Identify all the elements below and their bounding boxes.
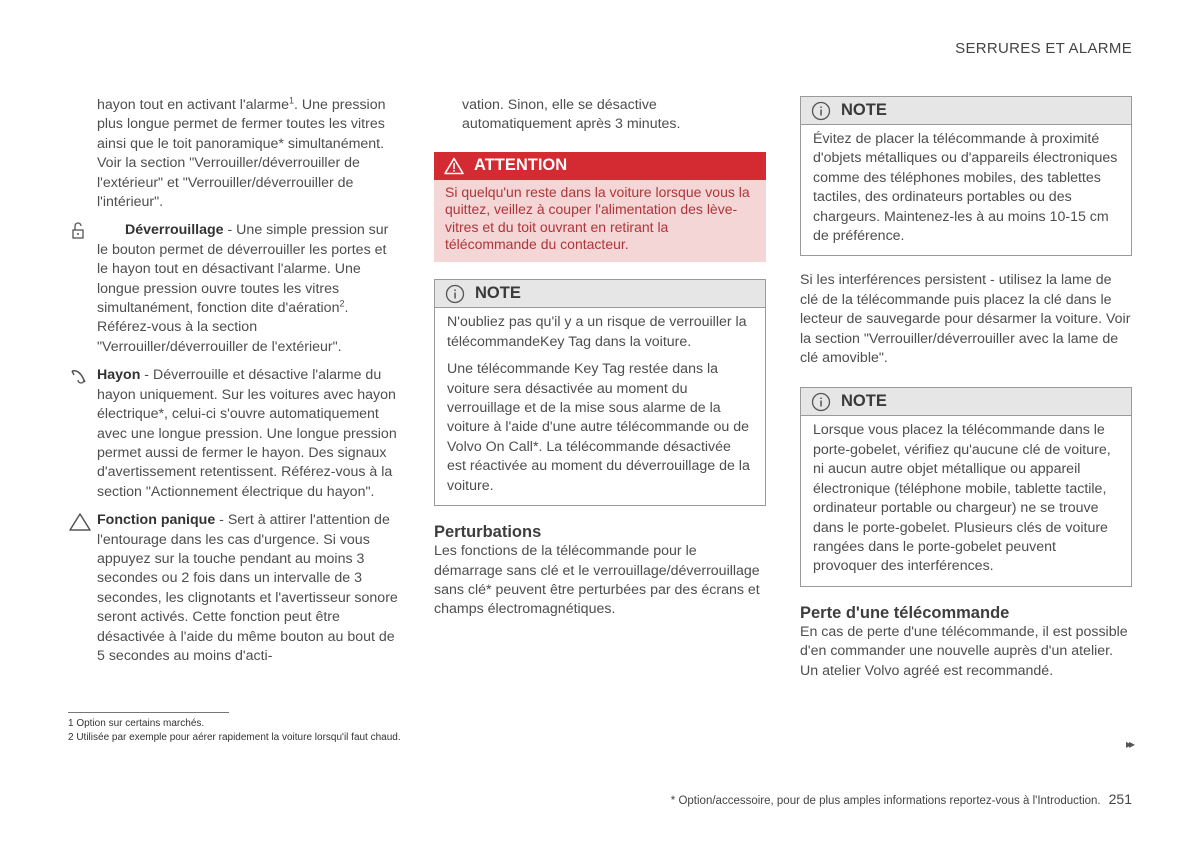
column-middle bbox=[434, 96, 766, 620]
page-footer bbox=[671, 791, 1132, 807]
page-number: 251 bbox=[1108, 791, 1132, 807]
lost-remote-paragraph: En cas de perte d'une télécommande, il est possible d'en commander une nouvelle auprès d'un atelier. Un atelier Volvo agréé est recommandé. bbox=[800, 623, 1128, 679]
note-header bbox=[801, 388, 1131, 416]
note-header bbox=[435, 280, 765, 308]
attention-text: Si quelqu'un reste dans la voiture lorsque vous la quittez, veillez à couper l'alimentation des lève-vitres et du toit ouvrant en retirant la télécommande du contacteur. bbox=[445, 183, 750, 253]
note-title: NOTE bbox=[841, 100, 887, 119]
footnote-1: 1 Option sur certains marchés. bbox=[68, 718, 205, 729]
note-title: NOTE bbox=[475, 284, 521, 303]
note-title: NOTE bbox=[841, 392, 887, 411]
perturbations-heading: Perturbations bbox=[434, 523, 542, 542]
tailgate-item: Hayon - Déverrouille et désactive l'alarme du hayon uniquement. Sur les voitures avec hayon électrique*, celui-ci s'ouvre automatiquement avec une longue pression. Une longue pression permet aussi de fermer le hayon. Des signaux d'avertissement retentissent. Référez-vous à la section "Actionnement électrique du hayon". bbox=[97, 366, 399, 502]
note-text: N'oubliez pas qu'il y a un risque de verrouiller la télécommandeKey Tag dans la voiture. Une télécommande Key Tag restée dans la voiture sera désactivée au moment du verrouillage et de la mise sous alarme de la voiture à l'aide d'une autre télécommande ou de Volvo On Call*. La télécommande désactivée est réactivée au moment du déverrouillage de la voiture. bbox=[447, 314, 750, 494]
attention-header bbox=[434, 152, 766, 180]
next-page-arrows-icon: ▸▸ bbox=[1125, 737, 1132, 751]
footnote-divider bbox=[68, 712, 229, 713]
lost-remote-heading: Perte d'une télécommande bbox=[800, 603, 1010, 622]
warning-triangle-icon bbox=[69, 512, 91, 532]
note-box-keytag bbox=[434, 279, 766, 506]
attention-box bbox=[434, 152, 766, 263]
footnote-ref-1: 1 bbox=[289, 95, 295, 106]
column-right bbox=[800, 96, 1132, 681]
column-left bbox=[97, 96, 399, 666]
attention-title: ATTENTION bbox=[474, 156, 568, 175]
note-text: Lorsque vous placez la télécommande dans le porte-gobelet, vérifiez qu'aucune clé de voiture, ni aucun autre objet métallique ou appareil électronique (téléphone mobile, tablette tactile, ordinateur portable ou chargeur) ne se trouve dans le porte-gobelet. Plusieurs clés de voiture rangées dans le porte-gobelet peuvent provoquer des interférences. bbox=[813, 422, 1111, 575]
section-title: SERRURES ET ALARME bbox=[955, 40, 1132, 57]
warning-icon bbox=[444, 157, 464, 175]
note-box-cupholder bbox=[800, 387, 1132, 586]
unlock-icon bbox=[69, 221, 89, 241]
note-box-proximity bbox=[800, 96, 1132, 256]
footnote-ref-2: 2 bbox=[339, 298, 345, 309]
info-icon bbox=[445, 284, 465, 304]
interference-paragraph: Si les interférences persistent - utilisez la lame de clé de la télécommande puis placez la clé dans le lecteur de sauvegarde pour désarmer la voiture. Voir la section "Verrouiller/déverrouiller avec la lame de clé amovible". bbox=[800, 272, 1131, 367]
continuation-paragraph: vation. Sinon, elle se désactive automatiquement après 3 minutes. bbox=[462, 97, 681, 133]
info-icon bbox=[811, 101, 831, 121]
footnote-2: 2 Utilisée par exemple pour aérer rapidement la voiture lorsqu'il faut chaud. bbox=[68, 731, 401, 743]
panic-item: Fonction panique - Sert à attirer l'attention de l'entourage dans les cas d'urgence. Si vous appuyez sur la touche pendant au moins 3 secondes ou 2 fois dans un intervalle de 3 secondes, les clignotants et l'avertisseur sonore seront activés. Cette fonction peut être désactivée à l'aide du même bouton au bout de 5 secondes au moins d'acti- bbox=[97, 511, 399, 666]
intro-paragraph: hayon tout en activant l'alarme$^1$. Une pression plus longue permet de fermer toutes les vitres ainsi que le toit panoramique* simultanément. Voir la section "Verrouiller/déverrouiller de l'extérieur" et "Verrouiller/déverrouiller de l'intérieur". bbox=[97, 95, 386, 211]
option-note: * Option/accessoire, pour de plus amples informations reportez-vous à l'Introduction. bbox=[670, 795, 1101, 807]
unlock-item: Déverrouillage - Une simple pression sur le bouton permet de déverrouiller les portes et le hayon tout en désactivant l'alarme. Une longue pression ouvre toutes les vitres simultanément, fonction dite d'aération$^2$. Référez-vous à la section "Verrouiller/déverrouiller de l'extérieur". bbox=[97, 221, 399, 357]
perturbations-paragraph: Les fonctions de la télécommande pour le démarrage sans clé et le verrouillage/déverrouillage sans clé* peuvent être perturbées par des écrans et champs électromagnétiques. bbox=[434, 543, 760, 618]
footnotes bbox=[68, 712, 668, 744]
note-text: Évitez de placer la télécommande à proximité d'objets métalliques ou d'appareils électroniques comme des téléphones mobiles, des tablettes tactiles, des ordinateurs portables ou des chargeurs. Maintenez-les à au moins 10-15 cm de préférence. bbox=[813, 131, 1118, 245]
info-icon bbox=[811, 392, 831, 412]
note-header bbox=[801, 97, 1131, 125]
tailgate-icon bbox=[69, 366, 89, 386]
